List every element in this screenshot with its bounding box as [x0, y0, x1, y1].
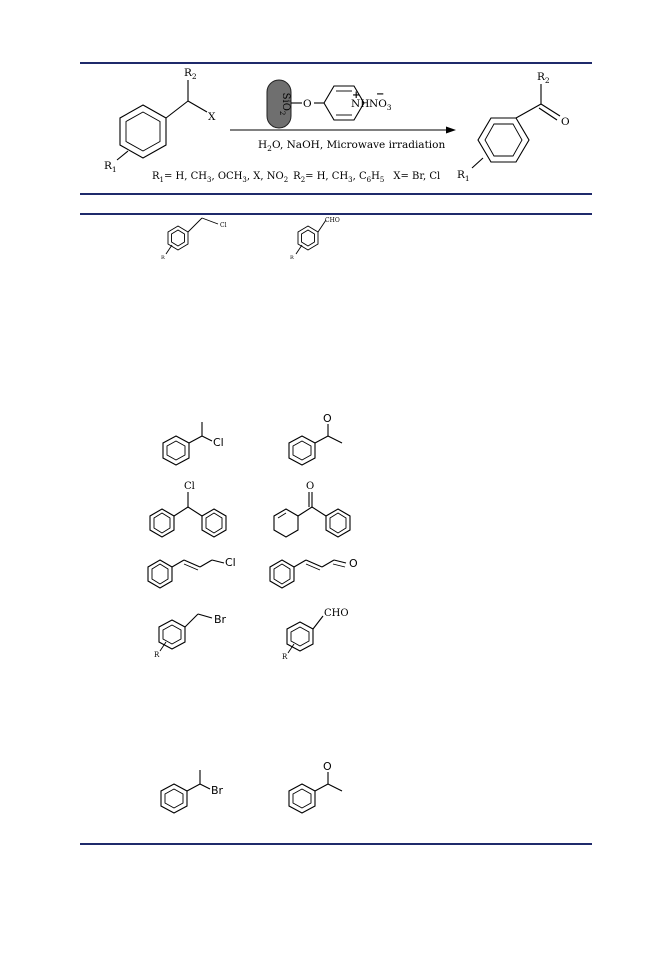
product-r1-label: $R_1$ — [457, 169, 470, 183]
row5-product-cho: CHO — [324, 608, 349, 619]
row6-reactant-br: Br — [211, 784, 224, 797]
row2-reactant-cl: Cl — [213, 436, 224, 449]
reactant-structure — [117, 80, 207, 160]
row4-reactant-cl: Cl — [225, 556, 236, 569]
row5-product-r: R — [282, 653, 288, 661]
catalyst-oxygen: O — [303, 98, 312, 110]
row3-reactant-cl: Cl — [184, 481, 195, 492]
row5-reactant-r: R — [154, 651, 160, 659]
row1-product-r: R — [290, 255, 294, 261]
reaction-conditions: $H_2O$, NaOH, Microwave irradiation — [258, 139, 446, 153]
product-r2-label: $R_2$ — [537, 71, 550, 85]
row3-product-o: O — [306, 481, 315, 492]
row2-product-structure — [278, 408, 388, 478]
reaction-scheme — [0, 0, 672, 200]
catalyst-nh: NH — [351, 98, 370, 110]
row4-product-structure — [262, 548, 372, 598]
row6-product-structure — [278, 756, 388, 826]
row1-reactant-r: R — [161, 255, 165, 261]
catalyst-support-label: SiO$_2$ — [278, 92, 291, 116]
row1-reactant-cl: Cl — [220, 222, 227, 229]
substituent-definitions: $R_1= H$, $CH_3$, $OCH_3$, X, $NO_2$ $R_2= H$, $CH_3$, $C_6H_5$ X= Br, Cl — [152, 171, 441, 184]
row5-product-structure — [278, 602, 388, 672]
product-structure — [472, 84, 560, 168]
row6-product-o: O — [323, 760, 332, 773]
reactant-r1-label: $R_1$ — [104, 160, 117, 174]
reactant-x-label: X — [208, 111, 216, 123]
product-o-label: O — [561, 116, 570, 128]
row1-reactant-structure — [158, 212, 248, 272]
catalyst-plus: + — [352, 90, 361, 101]
row4-reactant-structure — [140, 548, 250, 598]
row3-reactant-structure — [142, 476, 252, 546]
reaction-arrow — [230, 127, 456, 134]
row5-reactant-structure — [150, 602, 260, 672]
row1-product-cho: CHO — [325, 217, 340, 224]
catalyst-counterion: $NO_3$ — [369, 98, 392, 112]
row1-product-structure — [288, 212, 378, 272]
row3-product-structure — [266, 476, 376, 546]
row2-product-o: O — [323, 412, 332, 425]
table-bottom-rule — [80, 843, 592, 845]
catalyst-minus: − — [376, 89, 385, 100]
reactant-r2-label: $R_2$ — [184, 67, 197, 81]
row6-reactant-structure — [148, 758, 258, 828]
row2-reactant-structure — [152, 410, 262, 480]
row5-reactant-br: Br — [214, 613, 227, 626]
row4-product-o: O — [349, 557, 358, 570]
